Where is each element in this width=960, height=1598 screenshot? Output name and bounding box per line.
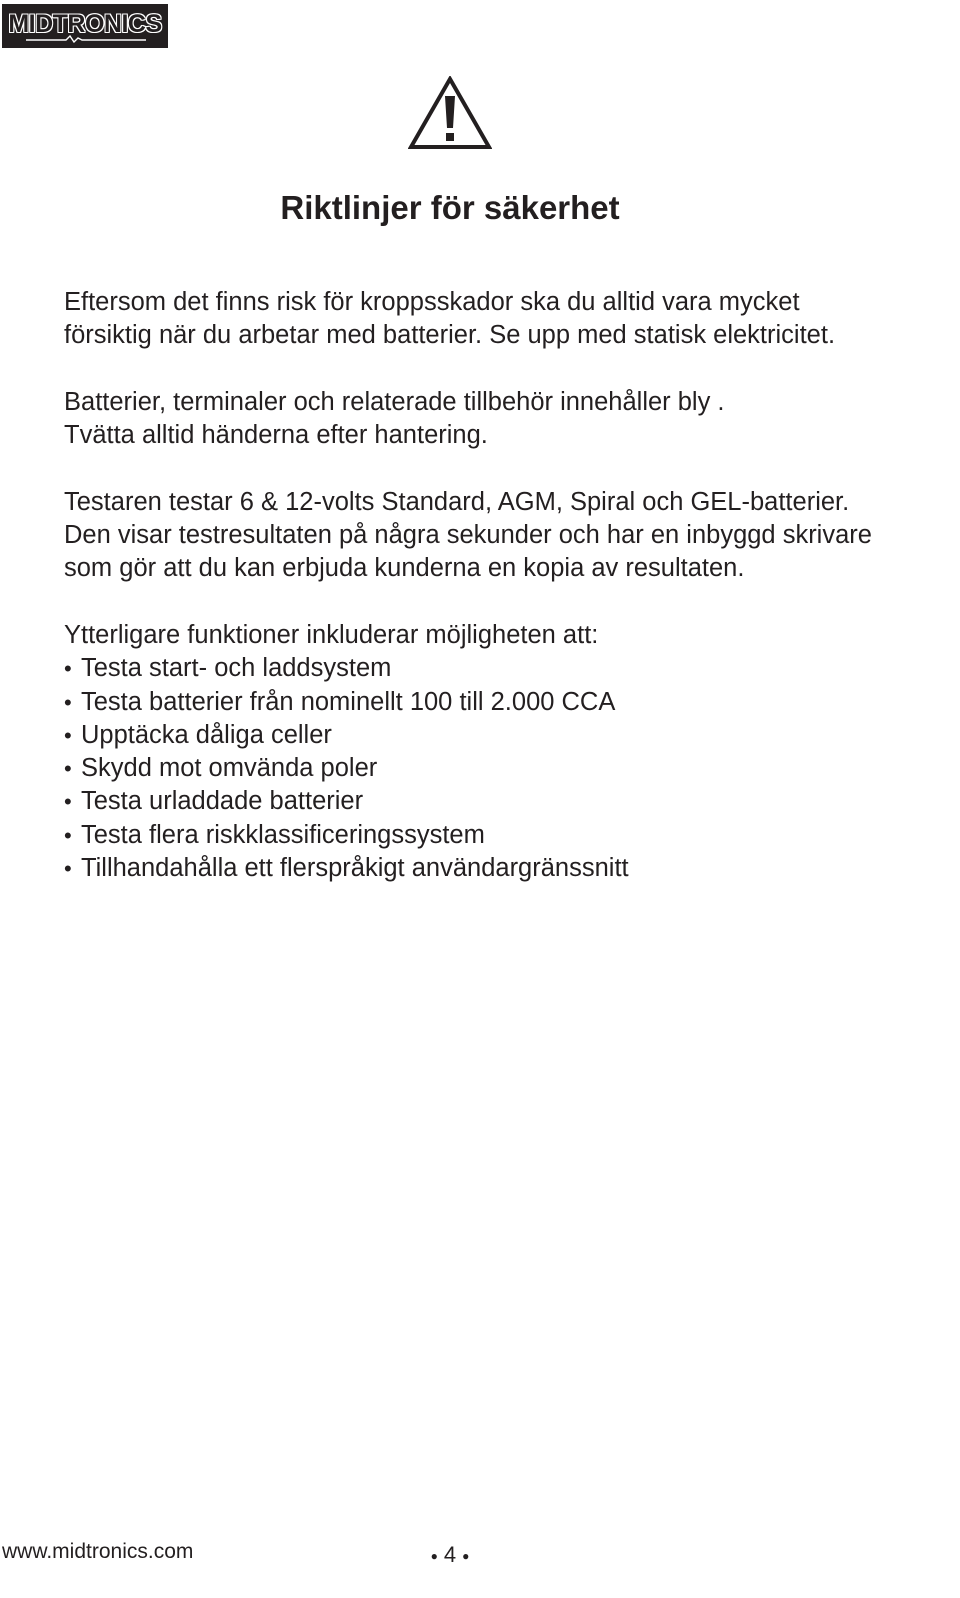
paragraph-tester-description xyxy=(64,486,954,586)
page-content xyxy=(64,286,954,885)
paragraph-line: Testaren testar 6 & 12-volts Standard, AGM, Spiral och GEL-batterier. xyxy=(64,487,850,516)
features-intro: Ytterligare funktioner inkluderar möjligheten att: xyxy=(64,620,599,649)
paragraph-line: Eftersom det finns risk för kroppsskador ska du alltid vara mycket xyxy=(64,288,800,316)
footer-url-link[interactable]: www.midtronics.com xyxy=(2,1540,194,1563)
paragraph-line: Den visar testresultaten på några sekunder och har en inbyggd skrivare xyxy=(64,521,872,550)
page-number-dot: ● xyxy=(462,1549,470,1564)
page-number xyxy=(0,1542,900,1568)
list-item: • Testa batterier från nominellt 100 till 2.000 CCA xyxy=(64,686,954,719)
logo-text: MIDTRONICS xyxy=(8,9,162,38)
logo-wave-icon xyxy=(26,35,146,43)
page-number-dot: ● xyxy=(430,1549,438,1564)
warning-triangle-icon xyxy=(408,76,492,150)
list-item: • Tillhandahålla ett flerspråkigt användargränssnitt xyxy=(64,852,954,885)
paragraph-line: Batterier, terminaler och relaterade tillbehör innehåller bly . xyxy=(64,387,725,416)
list-item: • Testa flera riskklassificeringssystem xyxy=(64,819,954,852)
page-number-value: 4 xyxy=(443,1542,457,1567)
list-item: • Upptäcka dåliga celler xyxy=(64,719,954,752)
paragraph-line: som gör att du kan erbjuda kunderna en kopia av resultaten. xyxy=(64,554,745,583)
midtronics-logo xyxy=(2,4,168,48)
page-title: Riktlinjer för säkerhet xyxy=(280,189,620,226)
list-item: • Testa urladdade batterier xyxy=(64,785,954,818)
features-list xyxy=(64,652,954,885)
paragraph-line: försiktig när du arbetar med batterier. Se upp med statisk elektricitet. xyxy=(64,321,836,350)
paragraph-injury-warning xyxy=(64,286,954,353)
paragraph-lead-warning xyxy=(64,386,954,453)
list-item: • Testa start- och laddsystem xyxy=(64,652,954,685)
list-item: • Skydd mot omvända poler xyxy=(64,752,954,785)
paragraph-line: Tvätta alltid händerna efter hantering. xyxy=(64,421,488,450)
